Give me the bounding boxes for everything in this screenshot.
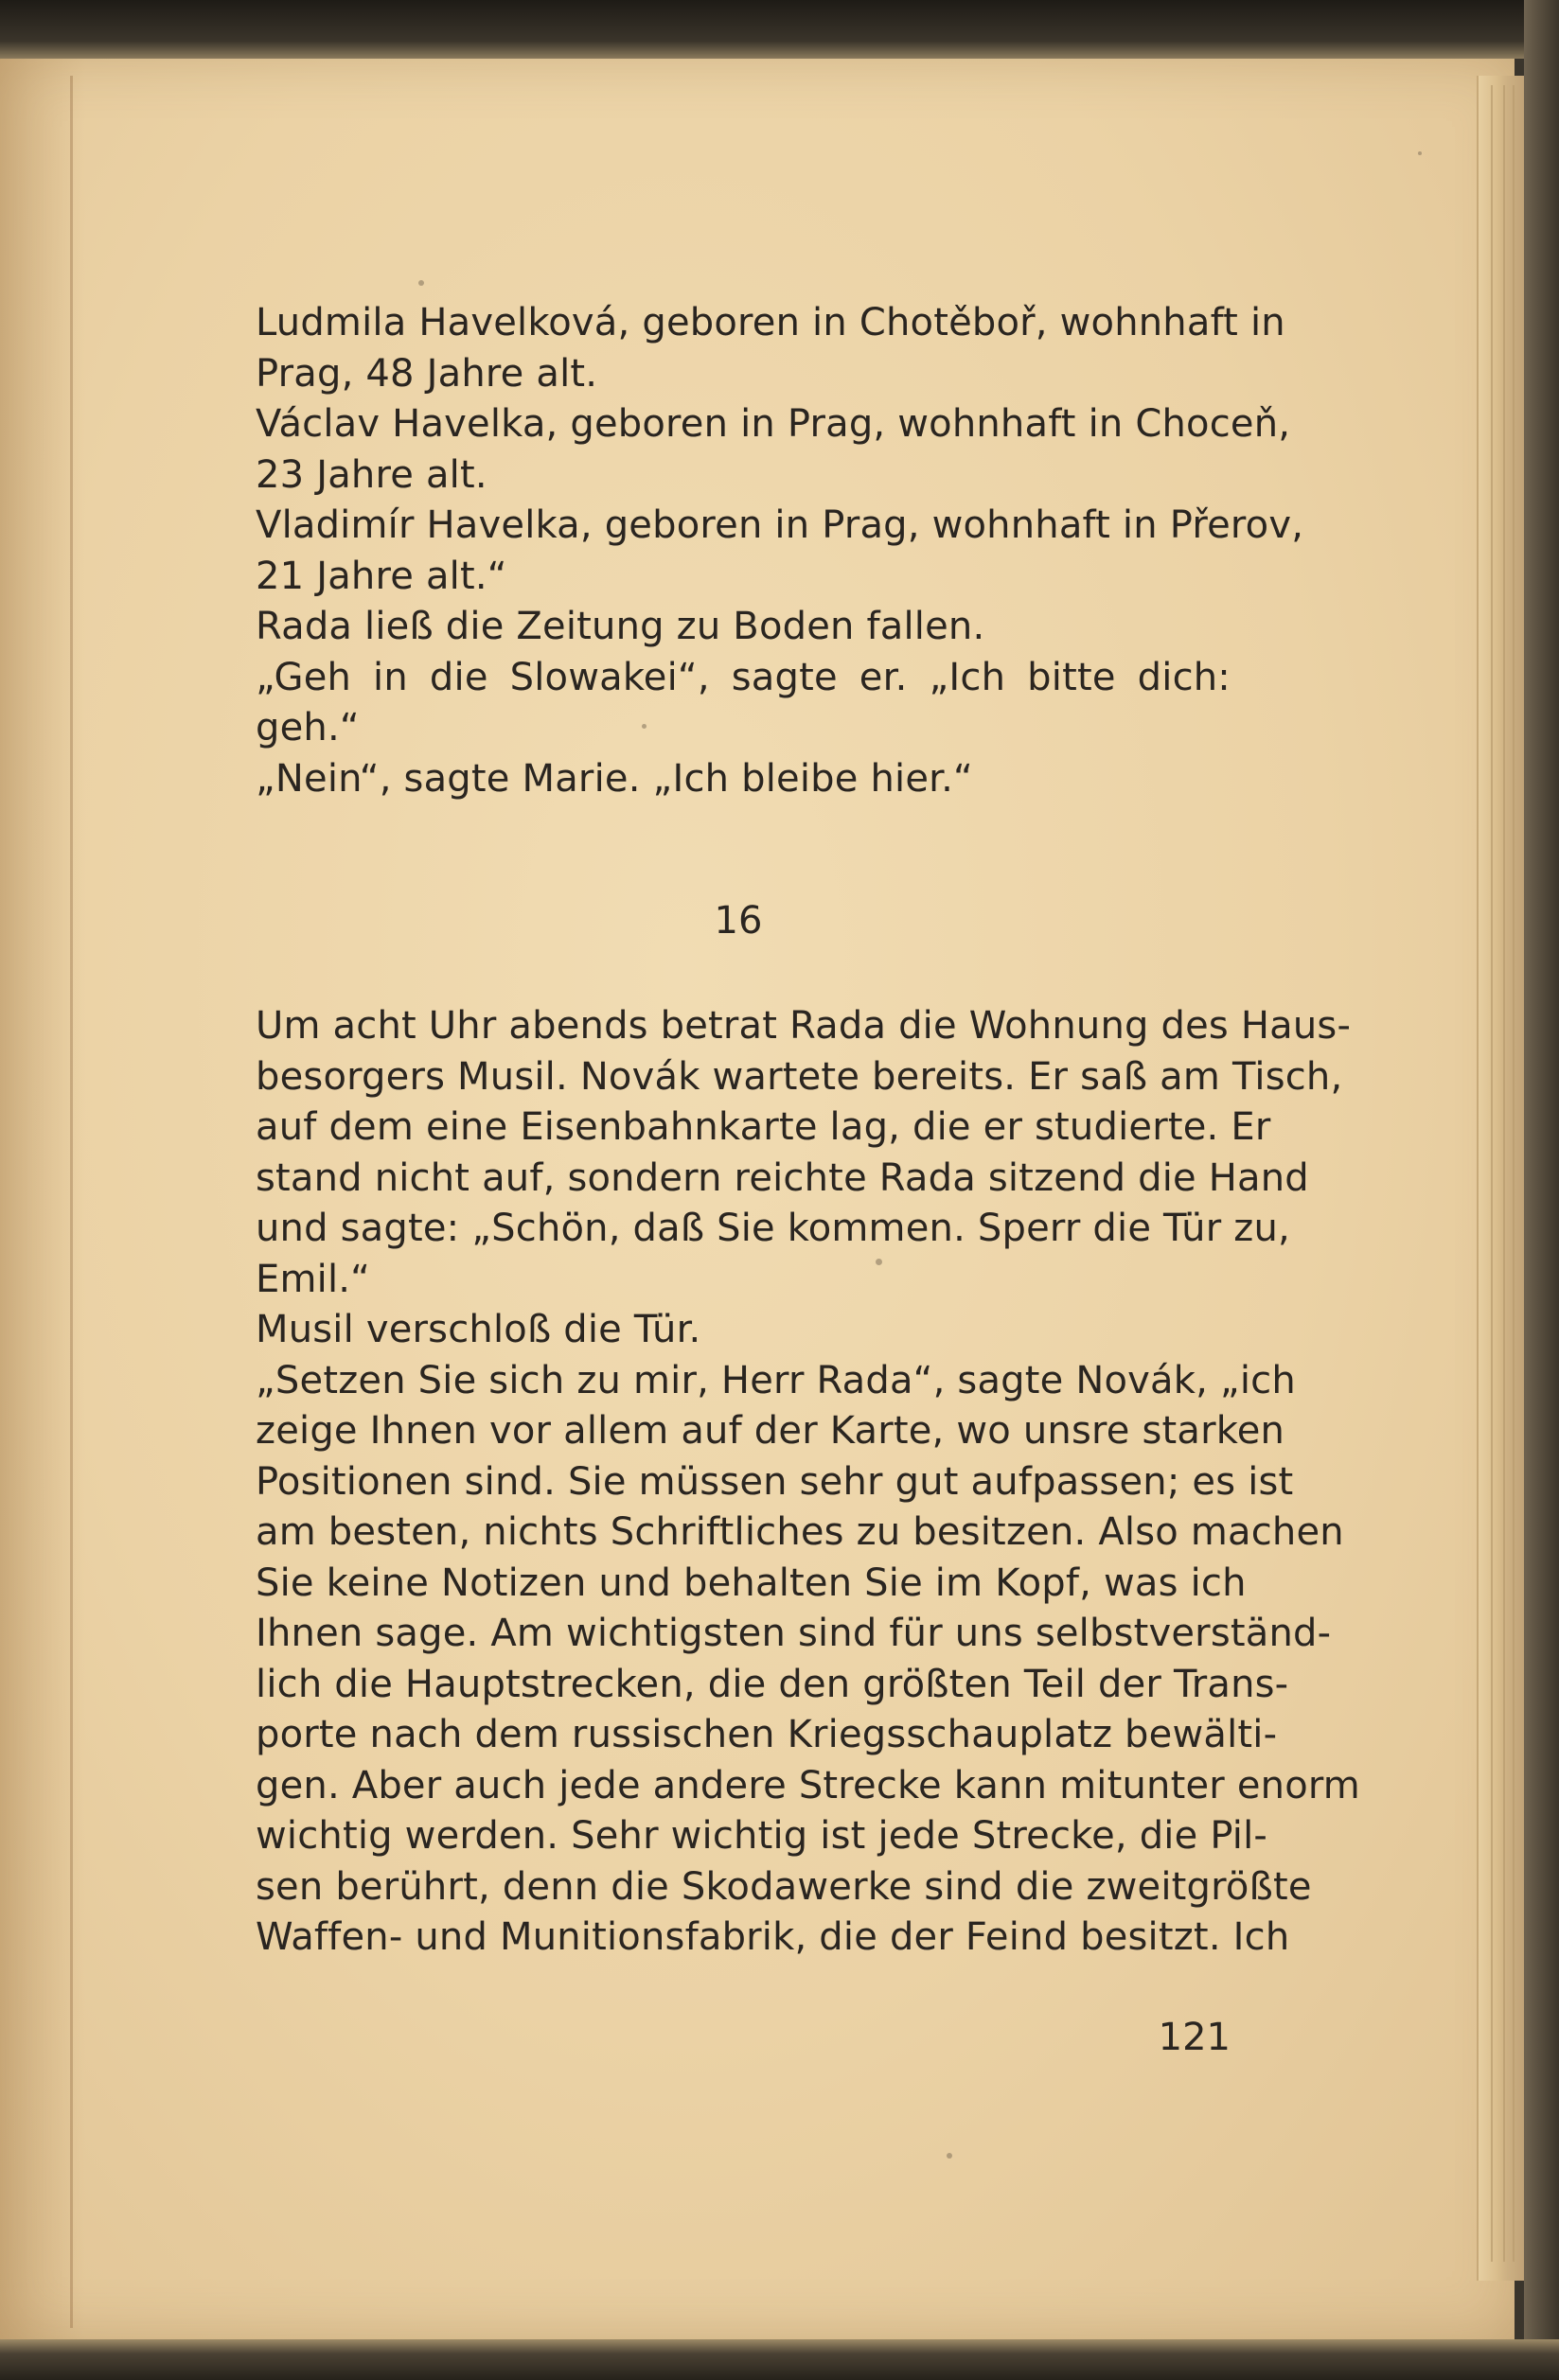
text-line: stand nicht auf, sondern reichte Rada sitzend die Hand [256,1155,1309,1200]
text-line: 21 Jahre alt.“ [256,554,507,598]
text-line: Ihnen sage. Am wichtigsten sind für uns selbstverständ- [256,1612,1332,1655]
text-line: Ludmila Havelková, geboren in Chotěboř, wohnhaft in [256,301,1285,344]
paper-speck [947,2153,952,2159]
page-edge-line [1491,85,1493,2262]
text-block-top [256,298,1304,804]
page-stack-edge [1477,76,1526,2281]
text-line: auf dem eine Eisenbahnkarte lag, die er studierte. Er [256,1105,1271,1149]
text-line: am besten, nichts Schriftliches zu besitzen. Also machen [256,1510,1344,1554]
text-line: Rada ließ die Zeitung zu Boden fallen. [256,605,985,648]
text-line: Emil.“ [256,1257,371,1301]
text-line: wichtig werden. Sehr wichtig ist jede Strecke, die Pil- [256,1814,1268,1858]
page-edge-line [1503,85,1505,2262]
text-line: besorgers Musil. Novák wartete bereits. Er saß am Tisch, [256,1054,1343,1099]
page-number: 121 [1158,2016,1231,2059]
section-number: 16 [714,899,763,943]
text-line: zeige Ihnen vor allem auf der Karte, wo unsre starken [256,1409,1285,1453]
text-block-main [256,1001,1360,1964]
text-line: 23 Jahre alt. [256,452,487,497]
text-line: „Setzen Sie sich zu mir, Herr Rada“, sagte Novák, „ich [256,1358,1296,1402]
text-line: und sagte: „Schön, daß Sie kommen. Sperr die Tür zu, [256,1207,1290,1250]
text-line: Václav Havelka, geboren in Prag, wohnhaft in Choceň, [256,402,1291,446]
text-line: Vladimír Havelka, geboren in Prag, wohnhaft in Přerov, [256,503,1304,547]
text-line: lich die Hauptstrecken, die den größten Teil der Trans- [256,1662,1289,1706]
text-line: geh.“ [256,706,360,749]
paper-speck [418,280,424,286]
text-line: gen. Aber auch jede andere Strecke kann mitunter enorm [256,1763,1360,1807]
text-line: Positionen sind. Sie müssen sehr gut aufpassen; es ist [256,1459,1294,1504]
text-line: „Nein“, sagte Marie. „Ich bleibe hier.“ [256,756,973,801]
gutter-line [70,76,73,2328]
text-line: Sie keine Notizen und behalten Sie im Kopf, was ich [256,1560,1247,1605]
paper-speck [1418,151,1422,155]
text-line: Prag, 48 Jahre alt. [256,351,598,396]
scanner-top-edge [0,0,1559,59]
text-line: sen berührt, denn die Skodawerke sind die zweitgrößte [256,1864,1312,1909]
text-line: Waffen- und Munitionsfabrik, die der Feind besitzt. Ich [256,1915,1290,1959]
text-line: „Geh in die Slowakei“, sagte er. „Ich bitte dich: [256,655,1231,699]
scanner-bottom-edge [0,2339,1559,2380]
text-line: Um acht Uhr abends betrat Rada die Wohnung des Haus- [256,1004,1352,1048]
scanner-right-edge [1524,0,1559,2380]
text-line: Musil verschloß die Tür. [256,1308,701,1351]
page-edge-line [1513,85,1515,2262]
text-line: porte nach dem russischen Kriegsschauplatz bewälti- [256,1713,1278,1756]
